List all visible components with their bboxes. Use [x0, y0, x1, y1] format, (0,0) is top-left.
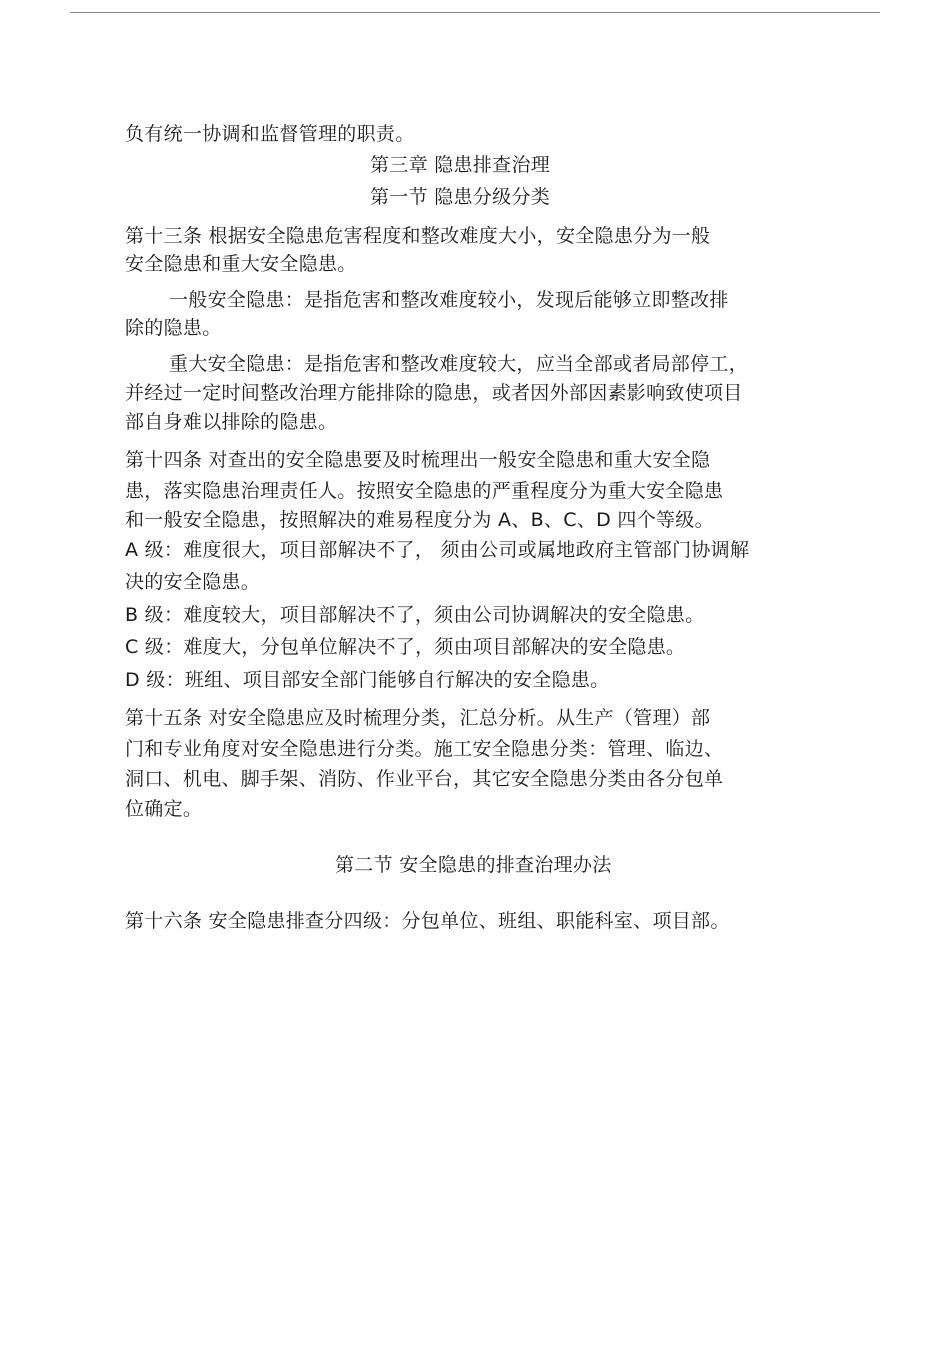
level-a-line: 决的安全隐患。 — [125, 571, 261, 593]
article-15-line: 位确定。 — [125, 798, 203, 820]
chapter-heading: 第三章 隐患排查治理 — [370, 154, 551, 176]
article-14-line: 和一般安全隐患，按照解决的难易程度分为 A、B、C、D 四个等级。 — [125, 509, 714, 531]
article-16-line: 第十六条 安全隐患排查分四级：分包单位、班组、职能科室、项目部。 — [125, 910, 730, 932]
header-rule — [70, 12, 880, 13]
article-15-line: 门和专业角度对安全隐患进行分类。施工安全隐患分类：管理、临边、 — [125, 738, 724, 760]
section-heading: 第一节 隐患分级分类 — [370, 186, 551, 208]
level-b-line: B 级：难度较大，项目部解决不了，须由公司协调解决的安全隐患。 — [125, 604, 705, 626]
article-14-line: 患，落实隐患治理责任人。按照安全隐患的严重程度分为重大安全隐患 — [125, 480, 724, 502]
article-15-line: 第十五条 对安全隐患应及时梳理分类，汇总分析。从生产（管理）部 — [125, 707, 711, 729]
article-15-line: 洞口、机电、脚手架、消防、作业平台，其它安全隐患分类由各分包单 — [125, 768, 724, 790]
definition-major-line: 并经过一定时间整改治理方能排除的隐患，或者因外部因素影响致使项目 — [125, 382, 743, 404]
definition-major-line: 重大安全隐患：是指危害和整改难度较大，应当全部或者局部停工， — [169, 353, 749, 375]
section-heading: 第二节 安全隐患的排查治理办法 — [335, 854, 612, 876]
definition-major-line: 部自身难以排除的隐患。 — [125, 411, 338, 433]
level-d-line: D 级：班组、项目部安全部门能够自行解决的安全隐患。 — [125, 669, 610, 691]
article-14-line: 第十四条 对查出的安全隐患要及时梳理出一般安全隐患和重大安全隐 — [125, 449, 711, 471]
article-13-line: 安全隐患和重大安全隐患。 — [125, 253, 357, 275]
definition-general-line: 一般安全隐患：是指危害和整改难度较小，发现后能够立即整改排 — [169, 289, 729, 311]
definition-general-line: 除的隐患。 — [125, 317, 222, 339]
paragraph-line: 负有统一协调和监督管理的职责。 — [125, 123, 415, 145]
level-a-line: A 级：难度很大，项目部解决不了， 须由公司或属地政府主管部门协调解 — [125, 539, 750, 561]
level-c-line: C 级：难度大，分包单位解决不了，须由项目部解决的安全隐患。 — [125, 636, 686, 658]
article-13-line: 第十三条 根据安全隐患危害程度和整改难度大小，安全隐患分为一般 — [125, 225, 711, 247]
